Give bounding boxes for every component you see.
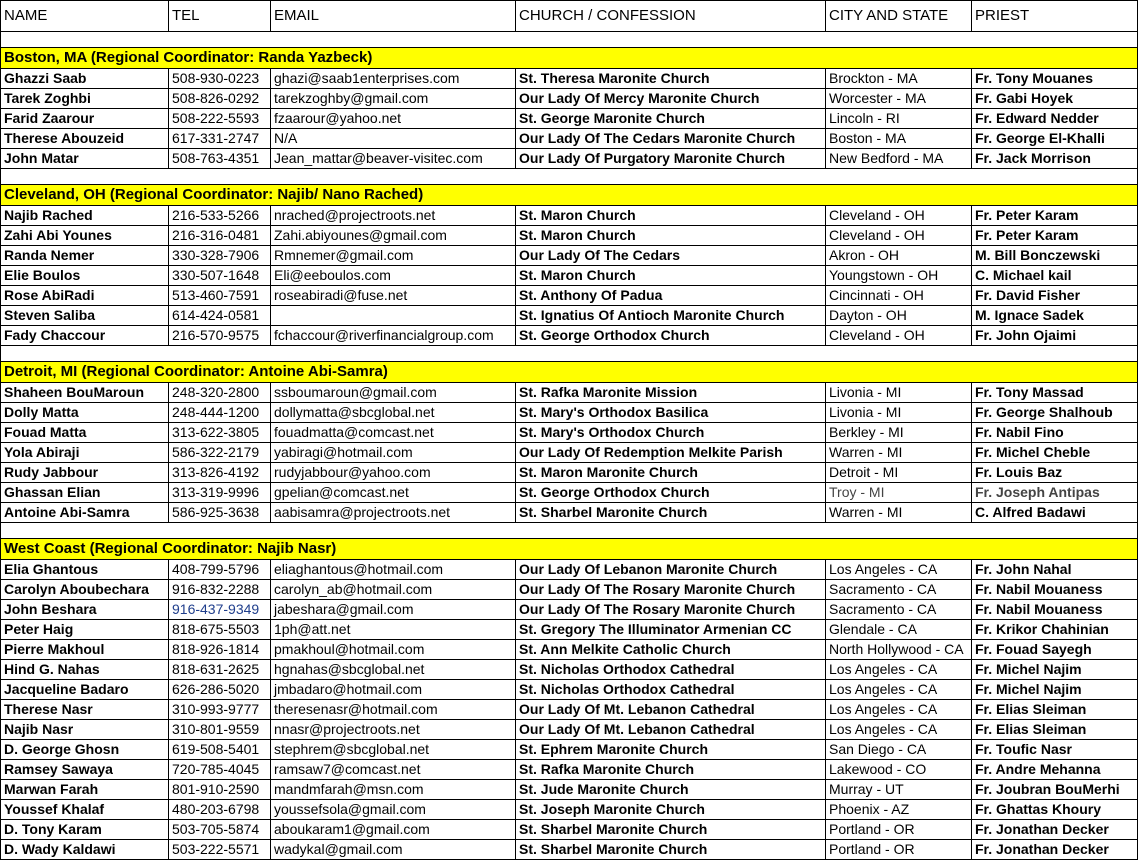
cell-email[interactable]: wadykal@gmail.com bbox=[271, 840, 516, 860]
spacer-row bbox=[1, 32, 1138, 48]
cell-priest: Fr. Michel Cheble bbox=[972, 443, 1138, 463]
cell-email[interactable]: Jean_mattar@beaver-visitec.com bbox=[271, 149, 516, 169]
cell-email[interactable]: stephrem@sbcglobal.net bbox=[271, 740, 516, 760]
spacer-cell bbox=[1, 169, 1138, 185]
cell-priest: Fr. Jack Morrison bbox=[972, 149, 1138, 169]
cell-priest: Fr. John Ojaimi bbox=[972, 326, 1138, 346]
table-row bbox=[1, 680, 1138, 700]
table-row bbox=[1, 780, 1138, 800]
cell-church: Our Lady Of The Rosary Maronite Church bbox=[516, 600, 826, 620]
cell-email[interactable]: aabisamra@projectroots.net bbox=[271, 503, 516, 523]
cell-city: Troy - MI bbox=[826, 483, 972, 503]
cell-email[interactable] bbox=[271, 306, 516, 326]
cell-email[interactable]: N/A bbox=[271, 129, 516, 149]
cell-priest: M. Ignace Sadek bbox=[972, 306, 1138, 326]
cell-city: Detroit - MI bbox=[826, 463, 972, 483]
cell-email[interactable]: Rmnemer@gmail.com bbox=[271, 246, 516, 266]
cell-email[interactable]: youssefsola@gmail.com bbox=[271, 800, 516, 820]
cell-name: John Matar bbox=[1, 149, 169, 169]
cell-church: St. Sharbel Maronite Church bbox=[516, 820, 826, 840]
cell-city: Portland - OR bbox=[826, 840, 972, 860]
cell-priest: Fr. Joubran BouMerhi bbox=[972, 780, 1138, 800]
cell-name: Ramsey Sawaya bbox=[1, 760, 169, 780]
spacer-row bbox=[1, 169, 1138, 185]
cell-church: St. Anthony Of Padua bbox=[516, 286, 826, 306]
cell-city: Livonia - MI bbox=[826, 383, 972, 403]
cell-priest: Fr. Gabi Hoyek bbox=[972, 89, 1138, 109]
header-church: CHURCH / CONFESSION bbox=[516, 1, 826, 32]
cell-church: St. Theresa Maronite Church bbox=[516, 69, 826, 89]
cell-church: St. Ann Melkite Catholic Church bbox=[516, 640, 826, 660]
cell-tel: 508-930-0223 bbox=[169, 69, 271, 89]
table-row bbox=[1, 740, 1138, 760]
cell-church: St. Rafka Maronite Church bbox=[516, 760, 826, 780]
table-row bbox=[1, 443, 1138, 463]
cell-priest: Fr. Edward Nedder bbox=[972, 109, 1138, 129]
cell-name: D. Tony Karam bbox=[1, 820, 169, 840]
cell-email[interactable]: rudyjabbour@yahoo.com bbox=[271, 463, 516, 483]
cell-city: Cleveland - OH bbox=[826, 326, 972, 346]
cell-tel: 586-925-3638 bbox=[169, 503, 271, 523]
cell-email[interactable]: nnasr@projectroots.net bbox=[271, 720, 516, 740]
cell-tel: 916-832-2288 bbox=[169, 580, 271, 600]
cell-email[interactable]: carolyn_ab@hotmail.com bbox=[271, 580, 516, 600]
region-header bbox=[1, 48, 1138, 69]
cell-name: Shaheen BouMaroun bbox=[1, 383, 169, 403]
cell-priest: Fr. Michel Najim bbox=[972, 660, 1138, 680]
cell-church: St. Mary's Orthodox Basilica bbox=[516, 403, 826, 423]
cell-email[interactable]: fouadmatta@comcast.net bbox=[271, 423, 516, 443]
cell-tel: 313-826-4192 bbox=[169, 463, 271, 483]
cell-tel: 216-570-9575 bbox=[169, 326, 271, 346]
cell-priest: Fr. Louis Baz bbox=[972, 463, 1138, 483]
table-row bbox=[1, 403, 1138, 423]
cell-priest: Fr. Elias Sleiman bbox=[972, 720, 1138, 740]
cell-church: Our Lady Of Mercy Maronite Church bbox=[516, 89, 826, 109]
table-row bbox=[1, 109, 1138, 129]
cell-church: St. Nicholas Orthodox Cathedral bbox=[516, 660, 826, 680]
cell-priest: Fr. Toufic Nasr bbox=[972, 740, 1138, 760]
cell-church: Our Lady Of Lebanon Maronite Church bbox=[516, 560, 826, 580]
cell-tel: 310-993-9777 bbox=[169, 700, 271, 720]
table-row bbox=[1, 226, 1138, 246]
cell-name: Najib Nasr bbox=[1, 720, 169, 740]
cell-city: New Bedford - MA bbox=[826, 149, 972, 169]
cell-email[interactable]: fchaccour@riverfinancialgroup.com bbox=[271, 326, 516, 346]
table-row bbox=[1, 326, 1138, 346]
cell-priest: Fr. George El-Khalli bbox=[972, 129, 1138, 149]
cell-tel: 503-222-5571 bbox=[169, 840, 271, 860]
cell-email[interactable]: theresenasr@hotmail.com bbox=[271, 700, 516, 720]
header-priest: PRIEST bbox=[972, 1, 1138, 32]
cell-priest: C. Michael kail bbox=[972, 266, 1138, 286]
cell-city: Sacramento - CA bbox=[826, 580, 972, 600]
header-tel: TEL bbox=[169, 1, 271, 32]
cell-tel: 313-319-9996 bbox=[169, 483, 271, 503]
region-title: Cleveland, OH (Regional Coordinator: Najib/ Nano Rached) bbox=[1, 185, 1138, 206]
region-header bbox=[1, 185, 1138, 206]
region-title: Boston, MA (Regional Coordinator: Randa Yazbeck) bbox=[1, 48, 1138, 69]
cell-city: Lakewood - CO bbox=[826, 760, 972, 780]
cell-tel: 216-533-5266 bbox=[169, 206, 271, 226]
cell-tel: 330-507-1648 bbox=[169, 266, 271, 286]
cell-church: Our Lady Of The Cedars bbox=[516, 246, 826, 266]
cell-city: Glendale - CA bbox=[826, 620, 972, 640]
cell-church: Our Lady Of The Cedars Maronite Church bbox=[516, 129, 826, 149]
table-row bbox=[1, 463, 1138, 483]
cell-church: St. Sharbel Maronite Church bbox=[516, 503, 826, 523]
cell-church: Our Lady Of Purgatory Maronite Church bbox=[516, 149, 826, 169]
cell-name: Steven Saliba bbox=[1, 306, 169, 326]
cell-name: Fouad Matta bbox=[1, 423, 169, 443]
table-row bbox=[1, 206, 1138, 226]
cell-city: Cincinnati - OH bbox=[826, 286, 972, 306]
cell-name: Randa Nemer bbox=[1, 246, 169, 266]
cell-city: San Diego - CA bbox=[826, 740, 972, 760]
table-row bbox=[1, 306, 1138, 326]
cell-priest: Fr. Nabil Mouaness bbox=[972, 600, 1138, 620]
cell-city: Cleveland - OH bbox=[826, 226, 972, 246]
cell-email[interactable]: 1ph@att.net bbox=[271, 620, 516, 640]
cell-priest: Fr. Andre Mehanna bbox=[972, 760, 1138, 780]
region-title: West Coast (Regional Coordinator: Najib Nasr) bbox=[1, 539, 1138, 560]
header-name: NAME bbox=[1, 1, 169, 32]
cell-name: Fady Chaccour bbox=[1, 326, 169, 346]
cell-church: St. Mary's Orthodox Church bbox=[516, 423, 826, 443]
cell-email[interactable]: aboukaram1@gmail.com bbox=[271, 820, 516, 840]
cell-church: St. Maron Church bbox=[516, 266, 826, 286]
cell-tel: 508-763-4351 bbox=[169, 149, 271, 169]
cell-tel: 586-322-2179 bbox=[169, 443, 271, 463]
cell-church: Our Lady Of Mt. Lebanon Cathedral bbox=[516, 700, 826, 720]
cell-church: Our Lady Of Mt. Lebanon Cathedral bbox=[516, 720, 826, 740]
table-row bbox=[1, 720, 1138, 740]
cell-city: Brockton - MA bbox=[826, 69, 972, 89]
cell-church: Our Lady Of The Rosary Maronite Church bbox=[516, 580, 826, 600]
cell-tel: 614-424-0581 bbox=[169, 306, 271, 326]
cell-priest: Fr. Nabil Mouaness bbox=[972, 580, 1138, 600]
cell-city: Los Angeles - CA bbox=[826, 660, 972, 680]
spacer-row bbox=[1, 346, 1138, 362]
cell-tel: 248-444-1200 bbox=[169, 403, 271, 423]
cell-email[interactable]: nrached@projectroots.net bbox=[271, 206, 516, 226]
cell-name: Therese Abouzeid bbox=[1, 129, 169, 149]
cell-name: Marwan Farah bbox=[1, 780, 169, 800]
cell-name: Zahi Abi Younes bbox=[1, 226, 169, 246]
cell-email[interactable]: pmakhoul@hotmail.com bbox=[271, 640, 516, 660]
cell-name: Elia Ghantous bbox=[1, 560, 169, 580]
cell-priest: Fr. Krikor Chahinian bbox=[972, 620, 1138, 640]
table-row bbox=[1, 620, 1138, 640]
cell-city: Warren - MI bbox=[826, 503, 972, 523]
cell-tel: 818-631-2625 bbox=[169, 660, 271, 680]
cell-city: Boston - MA bbox=[826, 129, 972, 149]
cell-name: Yola Abiraji bbox=[1, 443, 169, 463]
cell-church: St. George Maronite Church bbox=[516, 109, 826, 129]
cell-name: Dolly Matta bbox=[1, 403, 169, 423]
cell-priest: C. Alfred Badawi bbox=[972, 503, 1138, 523]
cell-city: Phoenix - AZ bbox=[826, 800, 972, 820]
cell-city: Dayton - OH bbox=[826, 306, 972, 326]
cell-name: Ghazzi Saab bbox=[1, 69, 169, 89]
header-email: EMAIL bbox=[271, 1, 516, 32]
table-row bbox=[1, 69, 1138, 89]
header-row bbox=[1, 1, 1138, 32]
cell-city: Los Angeles - CA bbox=[826, 680, 972, 700]
cell-email[interactable]: eliaghantous@hotmail.com bbox=[271, 560, 516, 580]
cell-tel: 818-675-5503 bbox=[169, 620, 271, 640]
table-row bbox=[1, 820, 1138, 840]
table-row bbox=[1, 700, 1138, 720]
cell-email[interactable]: fzaarour@yahoo.net bbox=[271, 109, 516, 129]
cell-tel: 801-910-2590 bbox=[169, 780, 271, 800]
table-row bbox=[1, 423, 1138, 443]
cell-tel: 818-926-1814 bbox=[169, 640, 271, 660]
cell-priest: Fr. George Shalhoub bbox=[972, 403, 1138, 423]
cell-church: St. Maron Maronite Church bbox=[516, 463, 826, 483]
table-row bbox=[1, 129, 1138, 149]
cell-city: Los Angeles - CA bbox=[826, 720, 972, 740]
region-header bbox=[1, 539, 1138, 560]
cell-priest: Fr. Ghattas Khoury bbox=[972, 800, 1138, 820]
table-row bbox=[1, 600, 1138, 620]
spacer-cell bbox=[1, 346, 1138, 362]
cell-church: St. George Orthodox Church bbox=[516, 483, 826, 503]
cell-priest: Fr. Peter Karam bbox=[972, 226, 1138, 246]
cell-tel: 916-437-9349 bbox=[169, 600, 271, 620]
table-row bbox=[1, 800, 1138, 820]
cell-email[interactable]: hgnahas@sbcglobal.net bbox=[271, 660, 516, 680]
cell-name: Najib Rached bbox=[1, 206, 169, 226]
cell-email[interactable]: Zahi.abiyounes@gmail.com bbox=[271, 226, 516, 246]
cell-priest: Fr. Jonathan Decker bbox=[972, 820, 1138, 840]
spacer-cell bbox=[1, 32, 1138, 48]
cell-name: Youssef Khalaf bbox=[1, 800, 169, 820]
cell-priest: Fr. Fouad Sayegh bbox=[972, 640, 1138, 660]
cell-priest: Fr. Tony Massad bbox=[972, 383, 1138, 403]
cell-name: Pierre Makhoul bbox=[1, 640, 169, 660]
table-row bbox=[1, 149, 1138, 169]
cell-name: Elie Boulos bbox=[1, 266, 169, 286]
cell-church: St. George Orthodox Church bbox=[516, 326, 826, 346]
cell-email[interactable]: yabiragi@hotmail.com bbox=[271, 443, 516, 463]
table-row bbox=[1, 760, 1138, 780]
table-row bbox=[1, 660, 1138, 680]
cell-email[interactable]: Eli@eeboulos.com bbox=[271, 266, 516, 286]
table-row bbox=[1, 483, 1138, 503]
cell-priest: Fr. Nabil Fino bbox=[972, 423, 1138, 443]
cell-tel: 313-622-3805 bbox=[169, 423, 271, 443]
cell-church: St. Maron Church bbox=[516, 206, 826, 226]
cell-church: St. Joseph Maronite Church bbox=[516, 800, 826, 820]
table-row bbox=[1, 560, 1138, 580]
cell-name: Farid Zaarour bbox=[1, 109, 169, 129]
cell-city: Worcester - MA bbox=[826, 89, 972, 109]
cell-tel: 310-801-9559 bbox=[169, 720, 271, 740]
table-row bbox=[1, 286, 1138, 306]
cell-city: Los Angeles - CA bbox=[826, 560, 972, 580]
table-row bbox=[1, 89, 1138, 109]
cell-tel: 330-328-7906 bbox=[169, 246, 271, 266]
table-row bbox=[1, 383, 1138, 403]
cell-city: Livonia - MI bbox=[826, 403, 972, 423]
cell-email[interactable]: dollymatta@sbcglobal.net bbox=[271, 403, 516, 423]
cell-city: Warren - MI bbox=[826, 443, 972, 463]
cell-church: Our Lady Of Redemption Melkite Parish bbox=[516, 443, 826, 463]
cell-tel: 503-705-5874 bbox=[169, 820, 271, 840]
table-row bbox=[1, 640, 1138, 660]
cell-church: St. Jude Maronite Church bbox=[516, 780, 826, 800]
cell-city: Los Angeles - CA bbox=[826, 700, 972, 720]
table-row bbox=[1, 503, 1138, 523]
cell-tel: 408-799-5796 bbox=[169, 560, 271, 580]
spacer-row bbox=[1, 523, 1138, 539]
cell-email[interactable]: ssboumaroun@gmail.com bbox=[271, 383, 516, 403]
cell-tel: 617-331-2747 bbox=[169, 129, 271, 149]
cell-name: D. Wady Kaldawi bbox=[1, 840, 169, 860]
table-row bbox=[1, 840, 1138, 860]
cell-tel: 248-320-2800 bbox=[169, 383, 271, 403]
cell-name: D. George Ghosn bbox=[1, 740, 169, 760]
cell-name: Antoine Abi-Samra bbox=[1, 503, 169, 523]
cell-email[interactable]: roseabiradi@fuse.net bbox=[271, 286, 516, 306]
cell-city: Cleveland - OH bbox=[826, 206, 972, 226]
cell-email[interactable]: ghazi@saab1enterprises.com bbox=[271, 69, 516, 89]
cell-name: Jacqueline Badaro bbox=[1, 680, 169, 700]
cell-tel: 508-826-0292 bbox=[169, 89, 271, 109]
cell-email[interactable]: ramsaw7@comcast.net bbox=[271, 760, 516, 780]
cell-email[interactable]: jmbadaro@hotmail.com bbox=[271, 680, 516, 700]
region-title: Detroit, MI (Regional Coordinator: Antoine Abi-Samra) bbox=[1, 362, 1138, 383]
cell-name: Peter Haig bbox=[1, 620, 169, 640]
cell-email[interactable]: gpelian@comcast.net bbox=[271, 483, 516, 503]
cell-tel: 626-286-5020 bbox=[169, 680, 271, 700]
cell-priest: Fr. John Nahal bbox=[972, 560, 1138, 580]
cell-name: Hind G. Nahas bbox=[1, 660, 169, 680]
cell-name: Carolyn Aboubechara bbox=[1, 580, 169, 600]
cell-email[interactable]: jabeshara@gmail.com bbox=[271, 600, 516, 620]
cell-priest: Fr. Elias Sleiman bbox=[972, 700, 1138, 720]
cell-tel: 508-222-5593 bbox=[169, 109, 271, 129]
cell-tel: 513-460-7591 bbox=[169, 286, 271, 306]
cell-priest: Fr. Michel Najim bbox=[972, 680, 1138, 700]
cell-church: St. Nicholas Orthodox Cathedral bbox=[516, 680, 826, 700]
cell-tel: 619-508-5401 bbox=[169, 740, 271, 760]
cell-church: St. Rafka Maronite Mission bbox=[516, 383, 826, 403]
cell-name: Rose AbiRadi bbox=[1, 286, 169, 306]
cell-city: Lincoln - RI bbox=[826, 109, 972, 129]
cell-name: Tarek Zoghbi bbox=[1, 89, 169, 109]
cell-church: St. Maron Church bbox=[516, 226, 826, 246]
cell-priest: Fr. Jonathan Decker bbox=[972, 840, 1138, 860]
cell-tel: 720-785-4045 bbox=[169, 760, 271, 780]
table-row bbox=[1, 580, 1138, 600]
cell-church: St. Ignatius Of Antioch Maronite Church bbox=[516, 306, 826, 326]
cell-city: Youngstown - OH bbox=[826, 266, 972, 286]
cell-priest: Fr. Peter Karam bbox=[972, 206, 1138, 226]
cell-email[interactable]: tarekzoghby@gmail.com bbox=[271, 89, 516, 109]
cell-priest: Fr. David Fisher bbox=[972, 286, 1138, 306]
header-city: CITY AND STATE bbox=[826, 1, 972, 32]
region-header bbox=[1, 362, 1138, 383]
table-body bbox=[1, 32, 1138, 860]
spacer-cell bbox=[1, 523, 1138, 539]
cell-city: Portland - OR bbox=[826, 820, 972, 840]
table-row bbox=[1, 246, 1138, 266]
cell-city: Murray - UT bbox=[826, 780, 972, 800]
cell-church: St. Ephrem Maronite Church bbox=[516, 740, 826, 760]
cell-email[interactable]: mandmfarah@msn.com bbox=[271, 780, 516, 800]
cell-name: Rudy Jabbour bbox=[1, 463, 169, 483]
cell-church: St. Sharbel Maronite Church bbox=[516, 840, 826, 860]
cell-city: Akron - OH bbox=[826, 246, 972, 266]
cell-city: Sacramento - CA bbox=[826, 600, 972, 620]
cell-priest: Fr. Tony Mouanes bbox=[972, 69, 1138, 89]
cell-city: North Hollywood - CA bbox=[826, 640, 972, 660]
cell-church: St. Gregory The Illuminator Armenian CC bbox=[516, 620, 826, 640]
cell-priest: M. Bill Bonczewski bbox=[972, 246, 1138, 266]
cell-name: John Beshara bbox=[1, 600, 169, 620]
cell-name: Ghassan Elian bbox=[1, 483, 169, 503]
cell-tel: 480-203-6798 bbox=[169, 800, 271, 820]
cell-name: Therese Nasr bbox=[1, 700, 169, 720]
cell-priest: Fr. Joseph Antipas bbox=[972, 483, 1138, 503]
table-row bbox=[1, 266, 1138, 286]
cell-city: Berkley - MI bbox=[826, 423, 972, 443]
cell-tel: 216-316-0481 bbox=[169, 226, 271, 246]
